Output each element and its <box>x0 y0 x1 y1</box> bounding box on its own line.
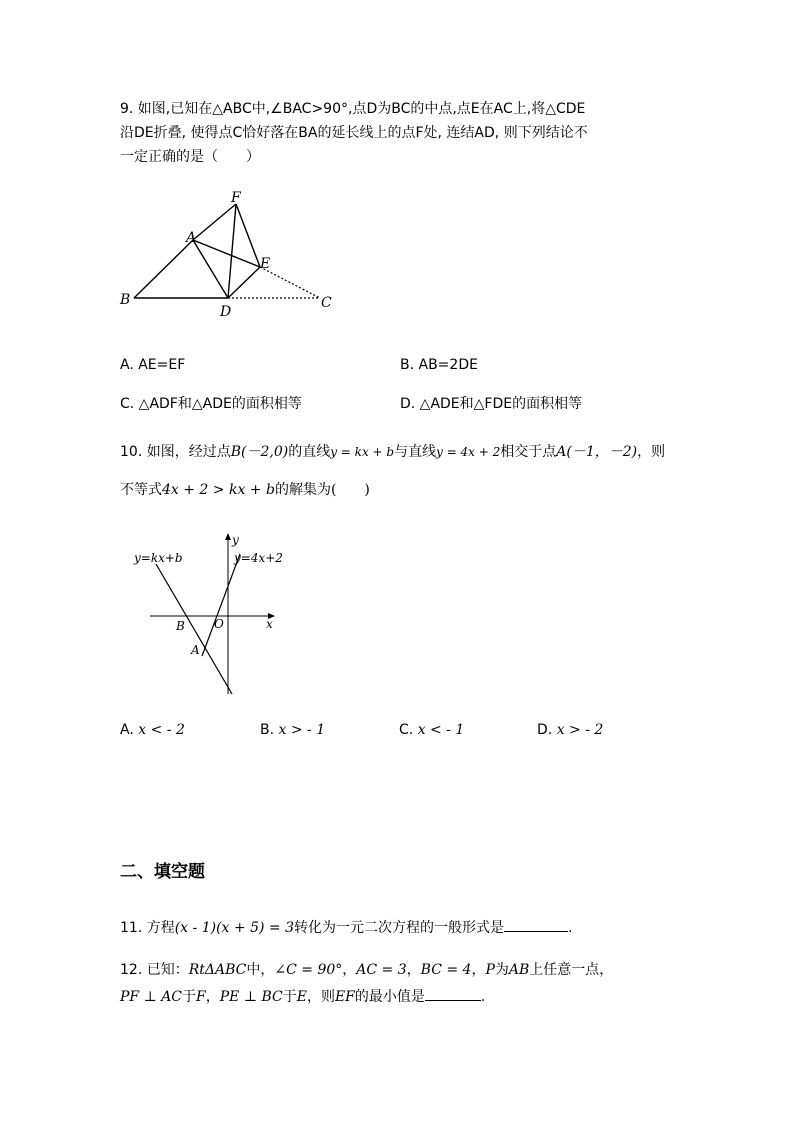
q12-p: P <box>485 962 495 978</box>
q12-text-line1 <box>120 960 613 980</box>
q10-option-c-value: x < - 1 <box>417 722 465 738</box>
q10-option-d-letter: D. <box>537 722 553 738</box>
q10-eq1: y = kx + b <box>330 445 395 459</box>
q12-ef: EF <box>334 989 355 1005</box>
q9-text-line3: 一定正确的是（ ） <box>120 149 260 165</box>
q10-mid1: 的直线 <box>288 444 331 460</box>
q12-triangle: RtΔABC <box>188 962 247 978</box>
q12-text-t8: ， <box>205 989 220 1005</box>
q10-option-a <box>120 720 185 740</box>
q11-suffix: 转化为一元二次方程的一般形式是 <box>293 920 504 936</box>
q12-text-t5: 为 <box>494 962 509 978</box>
q10-line2-prefix: 不等式 <box>120 482 162 498</box>
q10-line2-suffix: 的解集为 <box>274 482 331 498</box>
q12-text-t2: ， <box>342 962 357 978</box>
q10-graph-figure <box>128 532 288 698</box>
q12-e: E <box>296 989 307 1005</box>
q10-option-b-letter: B. <box>260 722 275 738</box>
q11-end: . <box>567 920 573 936</box>
q10-option-d-value: x > - 2 <box>556 722 604 738</box>
segment-AF <box>193 204 236 240</box>
q12-text-t9: 于 <box>282 989 297 1005</box>
q9-option-b: B. AB=2DE <box>400 357 478 373</box>
q12-text-t7: 于 <box>182 989 197 1005</box>
q11-answer-blank[interactable] <box>504 917 568 932</box>
segment-FD <box>228 204 236 298</box>
label-F: F <box>231 190 241 206</box>
label-y-axis: y <box>232 533 239 547</box>
q10-option-b <box>260 720 325 740</box>
q12-pf: PF ⊥ AC <box>120 989 183 1005</box>
segment-AD <box>193 240 228 298</box>
q10-mid2: 与直线 <box>394 444 437 460</box>
q12-end: . <box>480 989 486 1005</box>
section-heading-fill-in: 二、填空题 <box>120 862 205 882</box>
segment-FE <box>236 204 260 267</box>
q9-triangle-figure <box>110 190 350 325</box>
q10-option-d <box>537 720 603 740</box>
segment-DE <box>228 267 260 298</box>
q12-bc: BC = 4 <box>420 962 472 978</box>
line-4x-2 <box>202 554 240 656</box>
q10-option-a-letter: A. <box>120 722 134 738</box>
label-B: B <box>120 292 131 308</box>
q12-text-t3: ， <box>406 962 421 978</box>
q9-text-line2: 沿DE折叠, 使得点C恰好落在BA的延长线上的点F处, 连结AD, 则下列结论不 <box>120 125 588 141</box>
q10-point-b: B(－2,0) <box>230 444 289 460</box>
q12-f: F <box>196 989 206 1005</box>
q10-option-c <box>399 720 464 740</box>
q9-option-a: A. AE=EF <box>120 357 186 373</box>
q12-angle: ∠C = 90° <box>274 962 343 978</box>
q11-equation: (x - 1)(x + 5) = 3 <box>174 920 294 936</box>
q12-text-t10: ，则 <box>306 989 335 1005</box>
label-point-B: B <box>176 619 185 633</box>
q10-text-line1 <box>120 442 665 462</box>
q11-prefix: 11. 方程 <box>120 920 175 936</box>
q12-answer-blank[interactable] <box>425 986 481 1001</box>
q10-option-a-value: x < - 2 <box>138 722 185 738</box>
q9-text-line1: 9. 如图,已知在△ABC中,∠BAC>90°,点D为BC的中点,点E在AC上,将△CDE <box>120 101 586 117</box>
q10-mid3: 相交于点 <box>500 444 557 460</box>
label-line-kx-b: y=kx+b <box>134 551 183 565</box>
q12-pe: PE ⊥ BC <box>219 989 283 1005</box>
q12-ab: AB <box>508 962 530 978</box>
label-A: A <box>186 230 197 246</box>
q12-text-t6: 上任意一点， <box>529 962 614 978</box>
label-C: C <box>321 295 332 311</box>
label-O: O <box>214 617 224 631</box>
label-D: D <box>220 304 232 320</box>
q9-option-c: C. △ADF和△ADE的面积相等 <box>120 396 302 412</box>
q10-point-a: A(－1，－2) <box>556 444 638 460</box>
label-x-axis: x <box>266 617 273 631</box>
q10-option-b-value: x > - 1 <box>278 722 326 738</box>
q10-suffix: ，则 <box>637 444 666 460</box>
q12-text-t11: 的最小值是 <box>354 989 425 1005</box>
q12-text-t4: ， <box>471 962 486 978</box>
q12-prefix: 12. 已知： <box>120 962 189 978</box>
q12-text-t1: 中， <box>246 962 275 978</box>
q10-text-line2 <box>120 480 370 500</box>
y-axis-arrow <box>225 533 231 540</box>
q10-option-c-letter: C. <box>399 722 414 738</box>
q10-paren: ( ) <box>330 482 370 498</box>
segment-BA <box>134 240 193 298</box>
q10-inequality: 4x + 2 > kx + b <box>162 482 275 498</box>
q9-option-d: D. △ADE和△FDE的面积相等 <box>400 396 583 412</box>
label-point-A: A <box>191 643 200 657</box>
q12-ac: AC = 3 <box>356 962 407 978</box>
segment-AE <box>193 240 260 267</box>
q10-eq2: y = 4x + 2 <box>436 445 501 459</box>
q12-text-line2 <box>120 986 485 1007</box>
label-line-4x-2: y=4x+2 <box>234 551 283 565</box>
q10-prefix: 10. 如图，经过点 <box>120 444 231 460</box>
label-E: E <box>260 256 271 272</box>
q11-text <box>120 917 572 938</box>
